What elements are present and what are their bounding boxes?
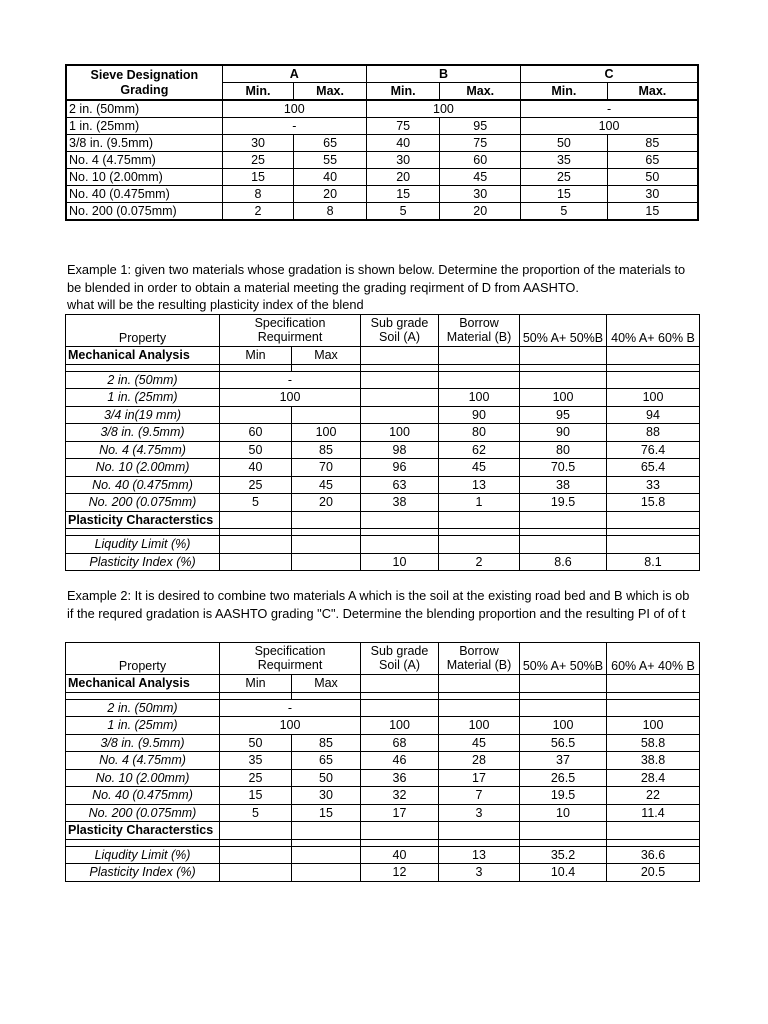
value-cell: 100 [520,717,607,735]
value-cell: 90 [439,406,520,424]
value-cell: 15 [607,203,698,221]
example1-line2: be blended in order to obtain a material meeting the grading reqirment of D from AASHTO. [67,279,579,295]
value-cell: 40 [366,135,440,152]
table-row [66,118,698,135]
value-cell [439,536,520,554]
sieve-cell: 1 in. (25mm) [66,118,222,135]
max-header: Max [292,347,361,365]
value-cell: 75 [366,118,440,135]
spec-header: Specification Requirment [220,643,361,675]
value-cell [361,389,439,407]
value-cell: 5 [220,804,292,822]
value-cell: 60 [440,152,521,169]
table-row [66,864,700,882]
value-cell: 15 [521,186,608,203]
value-cell: 2 [439,553,520,571]
aashto-grading-table [65,64,699,221]
value-cell: 50 [607,169,698,186]
value-cell: 40 [361,846,439,864]
value-cell: 38.8 [607,752,700,770]
value-cell: 12 [361,864,439,882]
value-cell: 32 [361,787,439,805]
liquid-limit-label: Liqudity Limit (%) [66,536,220,554]
liquid-limit-label: Liqudity Limit (%) [66,846,220,864]
sieve-grading-header [66,65,222,100]
example2-line1: Example 2: It is desired to combine two materials A which is the soil at the existing road bed and B which is ob [67,588,690,603]
value-cell: 40 [220,459,292,477]
value-cell: 30 [440,186,521,203]
sieve-cell: No. 10 (2.00mm) [66,459,220,477]
borrow-header: Borrow Material (B) [439,643,520,675]
table-row [66,424,700,442]
value-cell: 50 [220,441,292,459]
value-cell: 90 [520,424,607,442]
example2-text [67,587,699,622]
table-row [66,752,700,770]
table-row [66,846,700,864]
table-row [66,389,700,407]
value-cell: 50 [220,734,292,752]
value-cell [607,371,700,389]
mechanical-analysis-label: Mechanical Analysis [66,347,220,365]
property-header: Property [66,315,220,347]
grading-b-header: B [366,65,520,83]
value-cell: 65 [607,152,698,169]
table-row [66,699,700,717]
value-cell: 46 [361,752,439,770]
value-cell: 8.1 [607,553,700,571]
value-cell: 15 [222,169,294,186]
value-cell: 63 [361,476,439,494]
value-cell [439,699,520,717]
value-cell: 37 [520,752,607,770]
example1-table [65,314,700,571]
blank-cell [439,347,520,365]
value-cell: 50 [521,135,608,152]
spec-header: Specification Requirment [220,315,361,347]
value-cell: 76.4 [607,441,700,459]
value-cell: 30 [292,787,361,805]
value-cell [361,406,439,424]
value-cell: 19.5 [520,494,607,512]
value-cell: 80 [439,424,520,442]
value-cell: 68 [361,734,439,752]
value-cell: 38 [361,494,439,512]
table-row [66,203,698,221]
value-cell: 100 [607,717,700,735]
value-cell: 5 [220,494,292,512]
borrow-header: Borrow Material (B) [439,315,520,347]
value-cell: 45 [439,459,520,477]
value-cell: 5 [521,203,608,221]
sieve-cell: 2 in. (50mm) [66,371,220,389]
value-cell: - [521,100,698,118]
value-cell: 96 [361,459,439,477]
example2-line2: if the requred gradation is AASHTO grading "C". Determine the blending proportion and the resulting PI of of t [67,605,686,621]
value-cell: 10 [361,553,439,571]
value-cell: 35 [521,152,608,169]
sieve-cell: No. 40 (0.475mm) [66,186,222,203]
b-min-header: Min. [366,83,440,101]
table-row [66,371,700,389]
value-cell: 13 [439,476,520,494]
value-cell [607,536,700,554]
value-cell: 35 [220,752,292,770]
value-cell: 10.4 [520,864,607,882]
sieve-header-label: Sieve Designation [90,67,199,82]
value-cell: 100 [521,118,698,135]
value-cell: 25 [222,152,294,169]
grading-a-header: A [222,65,366,83]
value-cell: - [222,118,366,135]
blank-cell [607,347,700,365]
example1-line1: Example 1: given two materials whose gradation is shown below. Determine the proportion of the materials to [67,262,686,277]
value-cell: 17 [361,804,439,822]
value-cell: 56.5 [520,734,607,752]
value-cell [361,371,439,389]
value-cell: 19.5 [520,787,607,805]
sieve-cell: 3/8 in. (9.5mm) [66,135,222,152]
sieve-cell: No. 4 (4.75mm) [66,441,220,459]
value-cell: 65 [294,135,367,152]
value-cell: 1 [439,494,520,512]
value-cell: 30 [607,186,698,203]
table-row [66,459,700,477]
property-header: Property [66,643,220,675]
sieve-cell: 2 in. (50mm) [66,100,222,118]
example2-table [65,642,700,882]
value-cell: 15.8 [607,494,700,512]
value-cell: 100 [520,389,607,407]
sieve-cell: 3/8 in. (9.5mm) [66,424,220,442]
value-cell [220,406,292,424]
table-row [66,135,698,152]
table-row [66,804,700,822]
value-cell: 65.4 [607,459,700,477]
grading-header-label: Grading [120,82,169,97]
spacer-row [66,839,700,846]
plasticity-index-label: Plasticity Index (%) [66,553,220,571]
value-cell: 20 [440,203,521,221]
table-row [66,553,700,571]
value-cell: 3 [439,864,520,882]
value-cell: 88 [607,424,700,442]
sieve-cell: No. 40 (0.475mm) [66,476,220,494]
table-row [66,100,698,118]
value-cell [607,699,700,717]
value-cell: 58.8 [607,734,700,752]
value-cell: 13 [439,846,520,864]
sieve-cell: No. 4 (4.75mm) [66,752,220,770]
mechanical-analysis-label: Mechanical Analysis [66,675,220,693]
value-cell: 25 [220,769,292,787]
sieve-cell: 1 in. (25mm) [66,389,220,407]
value-cell: 36.6 [607,846,700,864]
table-row [66,152,698,169]
min-header: Min [220,675,292,693]
spacer-row [66,529,700,536]
value-cell: 28.4 [607,769,700,787]
value-cell: 100 [220,389,361,407]
value-cell: 8 [222,186,294,203]
blank-cell [520,347,607,365]
table-row [66,536,700,554]
sieve-cell: 3/8 in. (9.5mm) [66,734,220,752]
value-cell: 35.2 [520,846,607,864]
subgrade-header: Sub grade Soil (A) [361,643,439,675]
mix1-header: 50% A+ 50%B [520,315,607,347]
value-cell: 15 [220,787,292,805]
value-cell: 98 [361,441,439,459]
b-max-header: Max. [440,83,521,101]
value-cell: 20 [366,169,440,186]
plasticity-index-label: Plasticity Index (%) [66,864,220,882]
value-cell: 26.5 [520,769,607,787]
value-cell: - [220,699,361,717]
a-min-header: Min. [222,83,294,101]
value-cell: 60 [220,424,292,442]
value-cell: 8 [294,203,367,221]
subgrade-header: Sub grade Soil (A) [361,315,439,347]
sieve-cell: No. 4 (4.75mm) [66,152,222,169]
table-row [66,787,700,805]
value-cell: 17 [439,769,520,787]
value-cell: 55 [294,152,367,169]
value-cell: 20 [292,494,361,512]
table-row [66,186,698,203]
plasticity-label: Plasticity Characterstics [66,511,220,529]
value-cell [361,536,439,554]
a-max-header: Max. [294,83,367,101]
value-cell: 20.5 [607,864,700,882]
value-cell: 25 [521,169,608,186]
value-cell: 33 [607,476,700,494]
value-cell: 100 [366,100,520,118]
value-cell: 11.4 [607,804,700,822]
sieve-cell: No. 200 (0.075mm) [66,203,222,221]
table-row [66,169,698,186]
value-cell: 40 [294,169,367,186]
value-cell: 15 [292,804,361,822]
value-cell: 100 [439,389,520,407]
value-cell: 20 [294,186,367,203]
mix2-header: 40% A+ 60% B [607,315,700,347]
value-cell: 22 [607,787,700,805]
example1-text [67,261,699,314]
table-row [66,441,700,459]
table-row [66,406,700,424]
value-cell: 94 [607,406,700,424]
value-cell: 28 [439,752,520,770]
value-cell: 75 [440,135,521,152]
sieve-cell: No. 200 (0.075mm) [66,494,220,512]
grading-c-header: C [521,65,698,83]
value-cell: 45 [440,169,521,186]
value-cell: 45 [439,734,520,752]
value-cell: 100 [222,100,366,118]
mix1-header: 50% A+ 50%B [520,643,607,675]
value-cell: 100 [220,717,361,735]
value-cell: 95 [440,118,521,135]
value-cell: 7 [439,787,520,805]
value-cell: 62 [439,441,520,459]
sieve-cell: No. 10 (2.00mm) [66,169,222,186]
value-cell: 70 [292,459,361,477]
value-cell: 36 [361,769,439,787]
table-row [66,734,700,752]
value-cell [439,371,520,389]
blank-cell [361,347,439,365]
value-cell: 85 [292,734,361,752]
max-header: Max [292,675,361,693]
value-cell: 100 [439,717,520,735]
value-cell: 30 [222,135,294,152]
mix2-header: 60% A+ 40% B [607,643,700,675]
sieve-cell: 3/4 in(19 mm) [66,406,220,424]
sieve-cell: No. 10 (2.00mm) [66,769,220,787]
value-cell: 85 [607,135,698,152]
table-row [66,717,700,735]
sieve-cell: 2 in. (50mm) [66,699,220,717]
value-cell: 3 [439,804,520,822]
value-cell [520,699,607,717]
value-cell: 85 [292,441,361,459]
sieve-cell: 1 in. (25mm) [66,717,220,735]
table-row [66,476,700,494]
value-cell [520,371,607,389]
value-cell: - [220,371,361,389]
sieve-cell: No. 200 (0.075mm) [66,804,220,822]
example1-line3: what will be the resulting plasticity index of the blend [67,297,364,312]
value-cell: 100 [607,389,700,407]
value-cell: 25 [220,476,292,494]
value-cell: 10 [520,804,607,822]
value-cell: 15 [366,186,440,203]
plasticity-label: Plasticity Characterstics [66,822,220,840]
value-cell: 45 [292,476,361,494]
sieve-cell: No. 40 (0.475mm) [66,787,220,805]
value-cell: 65 [292,752,361,770]
value-cell: 50 [292,769,361,787]
value-cell: 70.5 [520,459,607,477]
value-cell: 30 [366,152,440,169]
value-cell: 8.6 [520,553,607,571]
spacer-row [66,692,700,699]
value-cell: 100 [292,424,361,442]
table-row [66,494,700,512]
min-header: Min [220,347,292,365]
value-cell: 5 [366,203,440,221]
value-cell [520,536,607,554]
value-cell: 38 [520,476,607,494]
value-cell: 2 [222,203,294,221]
value-cell: 80 [520,441,607,459]
c-min-header: Min. [521,83,608,101]
spacer-row [66,364,700,371]
value-cell: 100 [361,424,439,442]
c-max-header: Max. [607,83,698,101]
value-cell [361,699,439,717]
value-cell [292,406,361,424]
table-row [66,769,700,787]
value-cell: 95 [520,406,607,424]
value-cell: 100 [361,717,439,735]
